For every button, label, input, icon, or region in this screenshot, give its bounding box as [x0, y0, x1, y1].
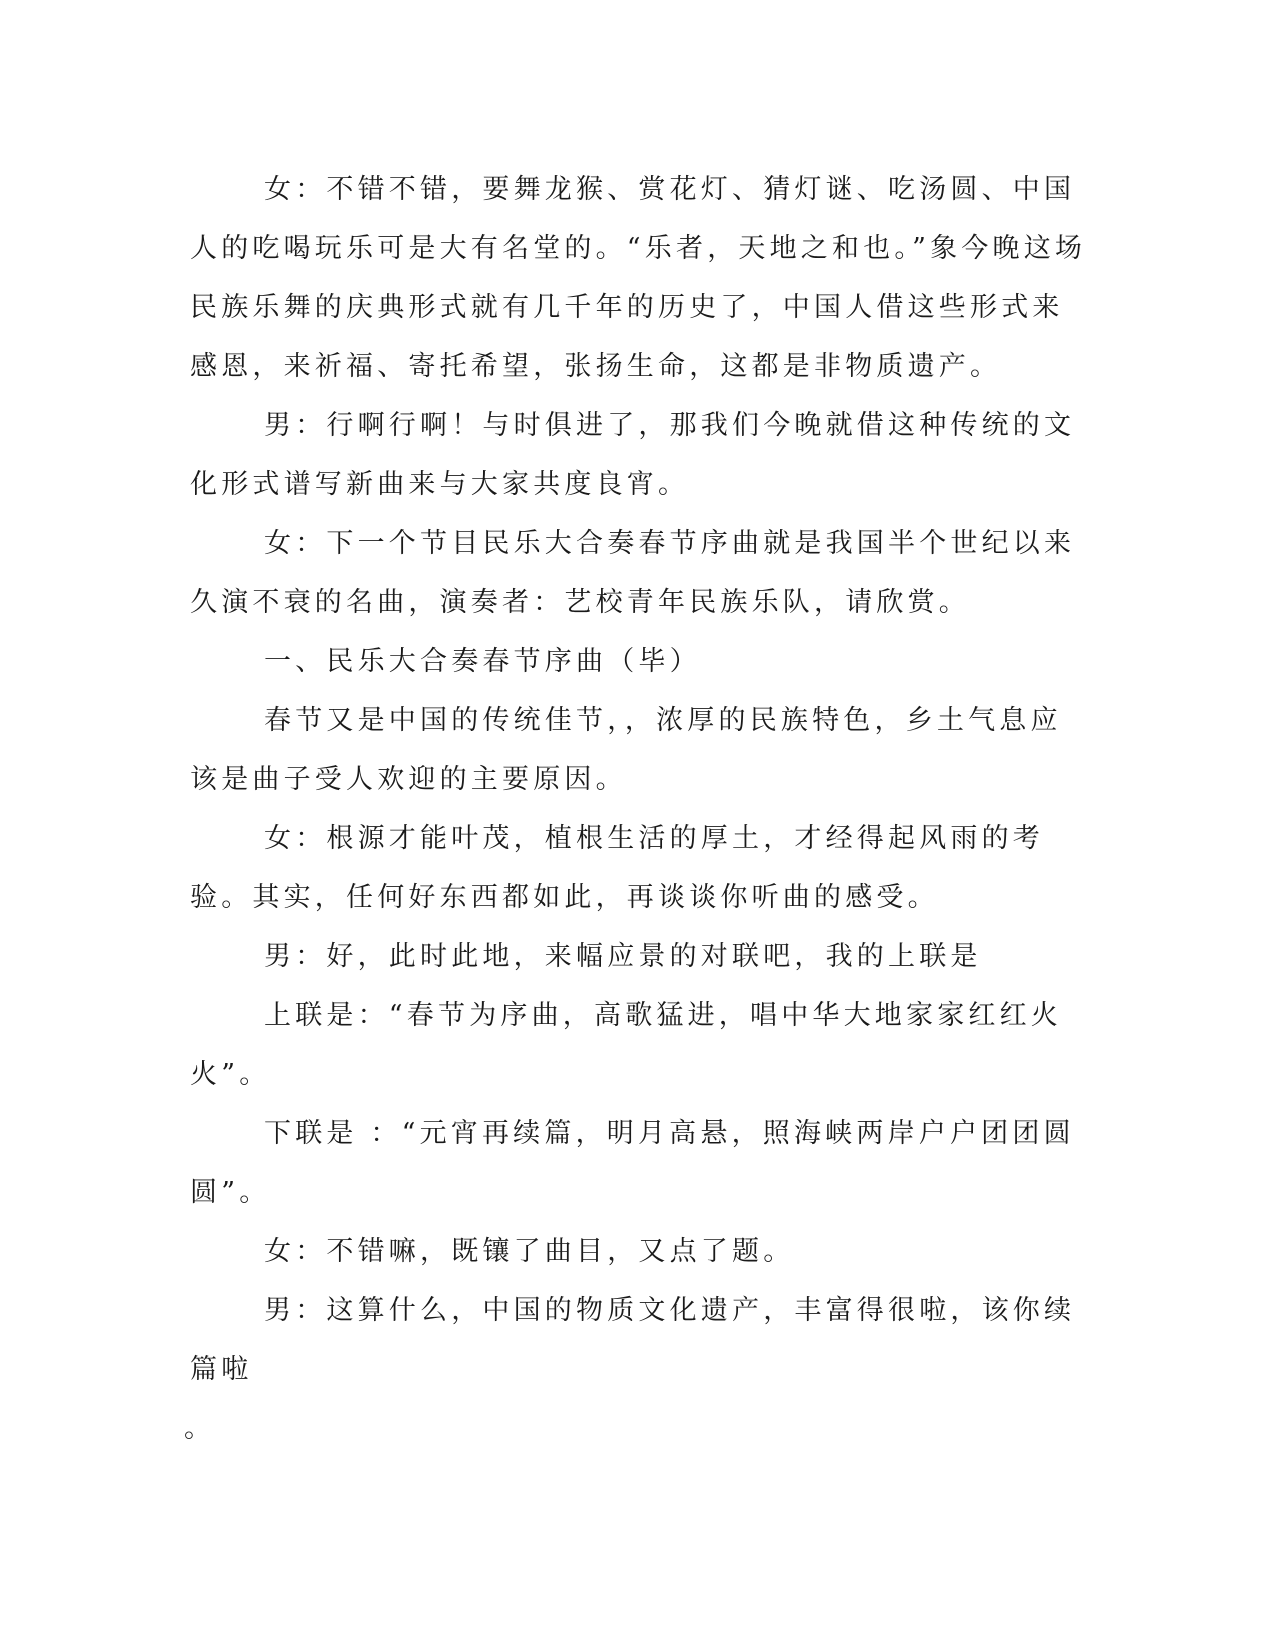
- paragraph: 女：下一个节目民乐大合奏春节序曲就是我国半个世纪以来久演不衰的名曲，演奏者：艺校青年民族乐队，请欣赏。: [190, 528, 1076, 618]
- paragraph: [184, 1281, 1090, 1458]
- paragraph: 一、民乐大合奏春节序曲（毕）: [264, 646, 701, 677]
- paragraph-tail-punctuation: 。: [184, 1413, 216, 1444]
- paragraph: 女：不错不错，要舞龙猴、赏花灯、猜灯谜、吃汤圆、中国人的吃喝玩乐可是大有名堂的。“乐者，天地之和也。”象今晚这场民族乐舞的庆典形式就有几千年的历史了，中国人借这些形式来感恩，来祈福、寄托希望，张扬生命，这都是非物质遗产。: [190, 174, 1087, 382]
- paragraph: 春节又是中国的传统佳节，，浓厚的民族特色，乡土气息应该是曲子受人欢迎的主要原因。: [190, 705, 1062, 795]
- paragraph: 男：好，此时此地，来幅应景的对联吧，我的上联是: [264, 941, 982, 972]
- paragraph: 女：根源才能叶茂，植根生活的厚土，才经得起风雨的考验。其实，任何好东西都如此，再谈谈你听曲的感受。: [190, 823, 1044, 913]
- paragraph: 下联是 ：“元宵再续篇，明月高悬，照海峡两岸户户团团圆圆”。: [190, 1118, 1075, 1208]
- document-body: [184, 160, 1090, 1458]
- paragraph: 女：不错嘛，既镶了曲目，又点了题。: [264, 1236, 795, 1267]
- paragraph: 男：行啊行啊！与时俱进了，那我们今晚就借这种传统的文化形式谱写新曲来与大家共度良宵。: [190, 410, 1076, 500]
- paragraph-main-text: 男：这算什么，中国的物质文化遗产，丰富得很啦，该你续篇啦: [190, 1295, 1076, 1385]
- paragraph: 上联是：“春节为序曲，高歌猛进，唱中华大地家家红红火火”。: [190, 1000, 1063, 1090]
